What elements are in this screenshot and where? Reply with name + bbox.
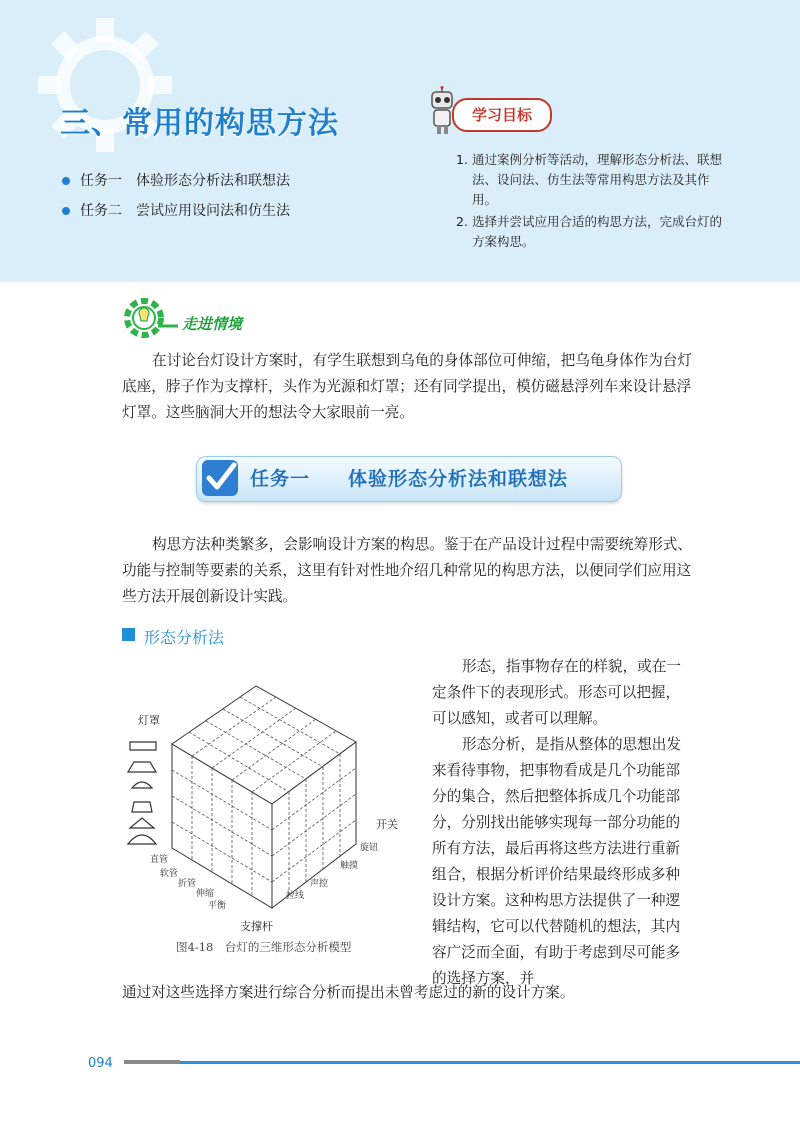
learning-goals-label: 学习目标 (472, 106, 533, 124)
switch-type-label: 声控 (310, 879, 329, 889)
page-number: 094 (88, 1056, 113, 1071)
goal-number: 1. (456, 152, 468, 167)
rod-type-label: 软管 (160, 869, 179, 879)
bullet-icon (62, 177, 70, 185)
lightbulb-gear-icon (118, 292, 180, 344)
footer-rule-dark (124, 1060, 180, 1064)
scene-heading: 走进情境 (182, 315, 243, 333)
task-banner-topic: 体验形态分析法和联想法 (348, 468, 569, 490)
goal-text: 通过案例分析等活动，理解形态分析法、联想法、设问法、仿生法等常用构思方法及其作用。 (472, 152, 723, 207)
task-label: 任务一 体验形态分析法和联想法 (80, 173, 290, 189)
section-title: 三、常用的构思方法 (60, 106, 339, 141)
scene-paragraph: 在讨论台灯设计方案时，有学生联想到乌龟的身体部位可伸缩，把乌龟身体作为台灯底座，脖子作为支撑杆，头作为光源和灯罩；还有同学提出，模仿磁悬浮列车来设计悬浮灯罩。这些脑洞大开的想法令大家眼前一亮。 (122, 352, 692, 421)
bullet-icon (62, 207, 70, 215)
goal-item-1 (456, 150, 723, 210)
task-banner-label: 任务一 (250, 468, 311, 490)
lampshade-label: 灯罩 (138, 714, 160, 727)
right-paragraph-1: 形态，指事物存在的样貌，或在一定条件下的表现形式。形态可以把握，可以感知，或者可以理解。 (432, 658, 681, 727)
goal-item-2 (456, 212, 723, 252)
footer-rule-blue (180, 1061, 800, 1064)
subheading: 形态分析法 (144, 628, 225, 647)
switch-type-label: 触摸 (340, 861, 359, 871)
rod-type-label: 平衡 (208, 901, 227, 911)
robot-mascot-icon (424, 86, 460, 136)
right-paragraph-2: 形态分析，是指从整体的思想出发来看待事物，把事物看成是几个功能部分的集合，然后把整体拆成几个功能部分，分别找出能够实现每一部分功能的所有方法，最后再将这些方法进行重新组合，根据分析评价结果最终形成多种设计方案。这种构思方法提供了一种逻辑结构，它可以代替随机的想法，其内容广泛而全面，有助于考虑到尽可能多的选择方案，并 (432, 736, 681, 987)
task-item-2[interactable] (62, 200, 290, 220)
closing-line: 通过对这些选择方案进行综合分析而提出未曾考虑过的新的设计方案。 (122, 984, 575, 1001)
switch-extra-label: 旋钮 (360, 843, 379, 853)
checkmark-icon (200, 456, 242, 500)
morphological-analysis-cube (120, 672, 420, 934)
intro-paragraph: 构思方法种类繁多，会影响设计方案的构思。鉴于在产品设计过程中需要统筹形式、功能与控制等要素的关系，这里有针对性地介绍几种常见的构思方法，以便同学们应用这些方法开展创新设计实践。 (122, 536, 692, 605)
switch-label: 开关 (376, 818, 398, 831)
switch-type-label: 拉线 (286, 891, 305, 901)
support-rod-label: 支撑杆 (240, 920, 273, 933)
task-item-1[interactable] (62, 170, 290, 190)
heading-square-icon (122, 628, 135, 641)
figure-caption: 图4-18 台灯的三维形态分析模型 (176, 940, 352, 954)
rod-type-label: 直管 (150, 855, 169, 865)
goal-number: 2. (456, 214, 468, 229)
rod-type-label: 折管 (178, 879, 197, 889)
task-label: 任务二 尝试应用设问法和仿生法 (80, 203, 290, 219)
rod-type-label: 伸缩 (196, 889, 215, 899)
goal-text: 选择并尝试应用合适的构思方法，完成台灯的方案构思。 (472, 214, 723, 249)
